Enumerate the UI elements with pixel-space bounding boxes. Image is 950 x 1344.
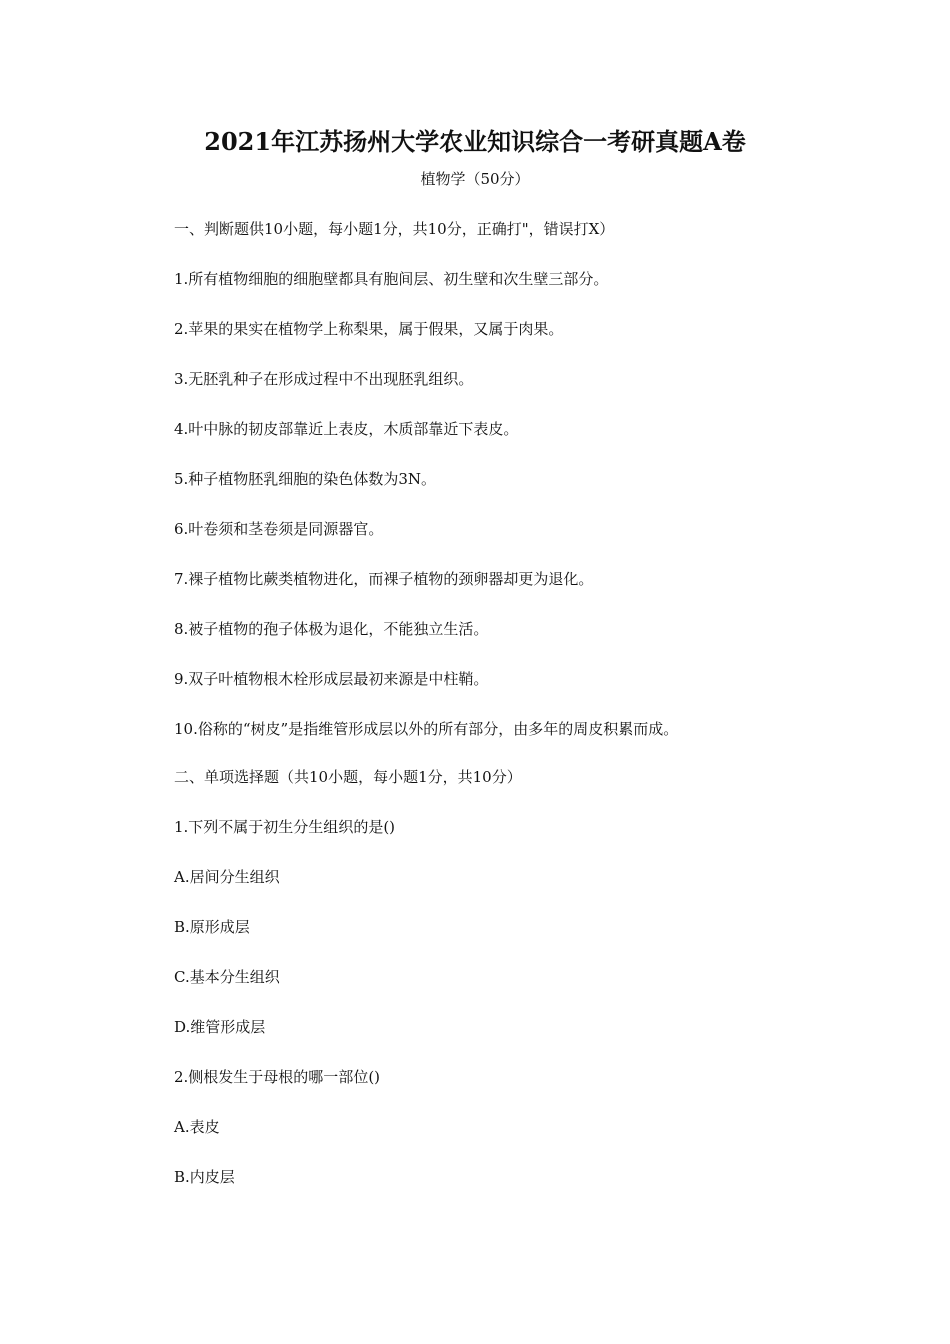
tf-question-3: 3.无胚乳种子在形成过程中不出现胚乳组织。 [174, 370, 474, 388]
tf-question-5: 5.种子植物胚乳细胞的染色体数为3N。 [174, 470, 436, 488]
mc-question-1-option-a: A.居间分生组织 [174, 868, 280, 886]
tf-question-9: 9.双子叶植物根木栓形成层最初来源是中柱鞘。 [174, 670, 489, 688]
mc-question-2-option-a: A.表皮 [174, 1118, 220, 1136]
mc-question-1: 1.下列不属于初生分生组织的是() [174, 818, 396, 836]
section-heading-single-choice: 二、单项选择题（共10小题，每小题1分，共10分） [174, 768, 522, 786]
mc-question-2: 2.侧根发生于母根的哪一部位() [174, 1068, 381, 1086]
mc-question-2-option-b: B.内皮层 [174, 1168, 235, 1186]
tf-question-6: 6.叶卷须和茎卷须是同源器官。 [174, 520, 384, 538]
document-title: 2021年江苏扬州大学农业知识综合一考研真题A卷 [204, 127, 746, 156]
tf-question-7: 7.裸子植物比蕨类植物进化，而裸子植物的颈卵器却更为退化。 [174, 570, 594, 588]
tf-question-2: 2.苹果的果实在植物学上称梨果，属于假果，又属于肉果。 [174, 320, 564, 338]
document-subtitle: 植物学（50分） [420, 170, 530, 188]
tf-question-10: 10.俗称的“树皮”是指维管形成层以外的所有部分，由多年的周皮积累而成。 [174, 720, 679, 738]
tf-question-8: 8.被子植物的孢子体极为退化，不能独立生活。 [174, 620, 489, 638]
tf-question-4: 4.叶中脉的韧皮部靠近上表皮，木质部靠近下表皮。 [174, 420, 519, 438]
mc-question-1-option-b: B.原形成层 [174, 918, 250, 936]
mc-question-1-option-c: C.基本分生组织 [174, 968, 280, 986]
tf-question-1: 1.所有植物细胞的细胞壁都具有胞间层、初生壁和次生壁三部分。 [174, 270, 609, 288]
mc-question-1-option-d: D.维管形成层 [174, 1018, 266, 1036]
section-heading-true-false: 一、判断题供10小题，每小题1分，共10分，正确打"，错误打X） [174, 220, 615, 238]
